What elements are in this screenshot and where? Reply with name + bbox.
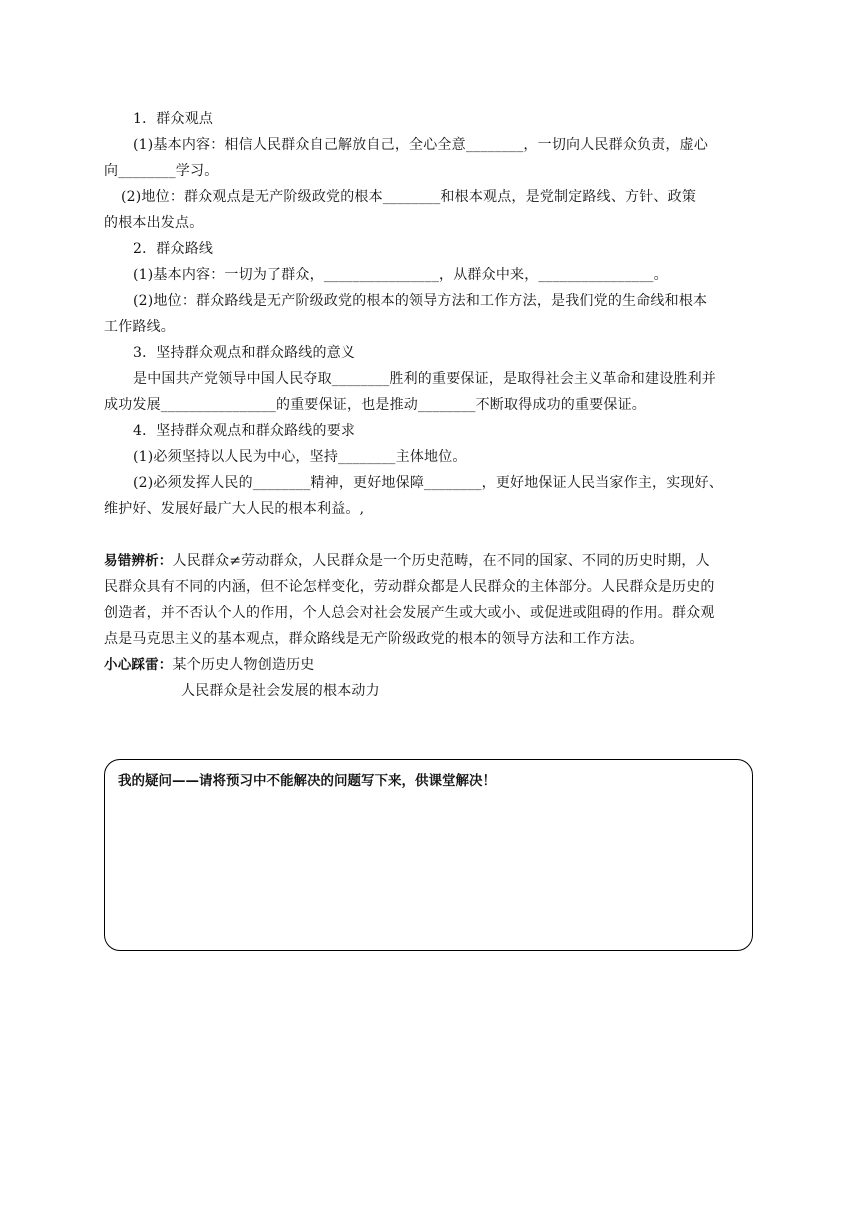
body-line: 1．群众观点 [133,111,214,127]
caution-label: 小心踩雷： [104,657,173,673]
body-line: (2)地位：群众路线是无产阶级政党的根本的领导方法和工作方法，是我们党的生命线和根本 [133,293,708,309]
body-line: 向________学习。 [104,163,219,179]
body-line: (1)基本内容：相信人民群众自己解放自己，全心全意________，一切向人民群众负责，虚心 [133,137,709,153]
body-line: 3．坚持群众观点和群众路线的意义 [133,345,356,361]
body-line: (2)必须发挥人民的________精神，更好地保障________，更好地保证人民当家作主，实现好、 [133,475,724,491]
body-line: (1)必须坚持以人民为中心，坚持________主体地位。 [133,449,467,465]
body-line: 的根本出发点。 [104,215,204,231]
note-text-1: 人民群众≠劳动群众，人民群众是一个历史范畴，在不同的国家、不同的历史时期，人 [172,553,710,569]
body-line: (1)基本内容：一切为了群众，________________，从群众中来，________________。 [133,267,668,283]
body-line: 成功发展________________的重要保证，也是推动________不断取得成功的重要保证。 [104,397,646,413]
body-line: 2．群众路线 [133,241,214,257]
caution-line-1 [104,655,315,675]
note-label: 易错辨析： [104,553,173,569]
caution-text-1: 某个历史人物创造历史 [172,657,315,673]
caution-line-2: 人民群众是社会发展的根本动力 [181,683,380,699]
question-box-title: 我的疑问——请将预习中不能解决的问题写下来，供课堂解决！ [118,773,496,789]
body-line: 是中国共产党领导中国人民夺取________胜利的重要保证，是取得社会主义革命和建设胜利并 [133,371,716,387]
body-line: (2)地位：群众观点是无产阶级政党的根本________和根本观点，是党制定路线、方针、政策 [121,189,697,205]
note-line-3: 创造者，并不否认个人的作用，个人总会对社会发展产生或大或小、或促进或阻碍的作用。群众观 [104,605,715,621]
note-line-2: 民群众具有不同的内涵，但不论怎样变化，劳动群众都是人民群众的主体部分。人民群众是历史的 [104,579,715,595]
note-line-1 [104,551,710,571]
body-line: 4．坚持群众观点和群众路线的要求 [133,423,356,439]
body-line: 工作路线。 [104,319,175,335]
body-line: 维护好、发展好最广大人民的根本利益。, [104,501,365,517]
note-line-4: 点是马克思主义的基本观点，群众路线是无产阶级政党的根本的领导方法和工作方法。 [104,631,644,647]
